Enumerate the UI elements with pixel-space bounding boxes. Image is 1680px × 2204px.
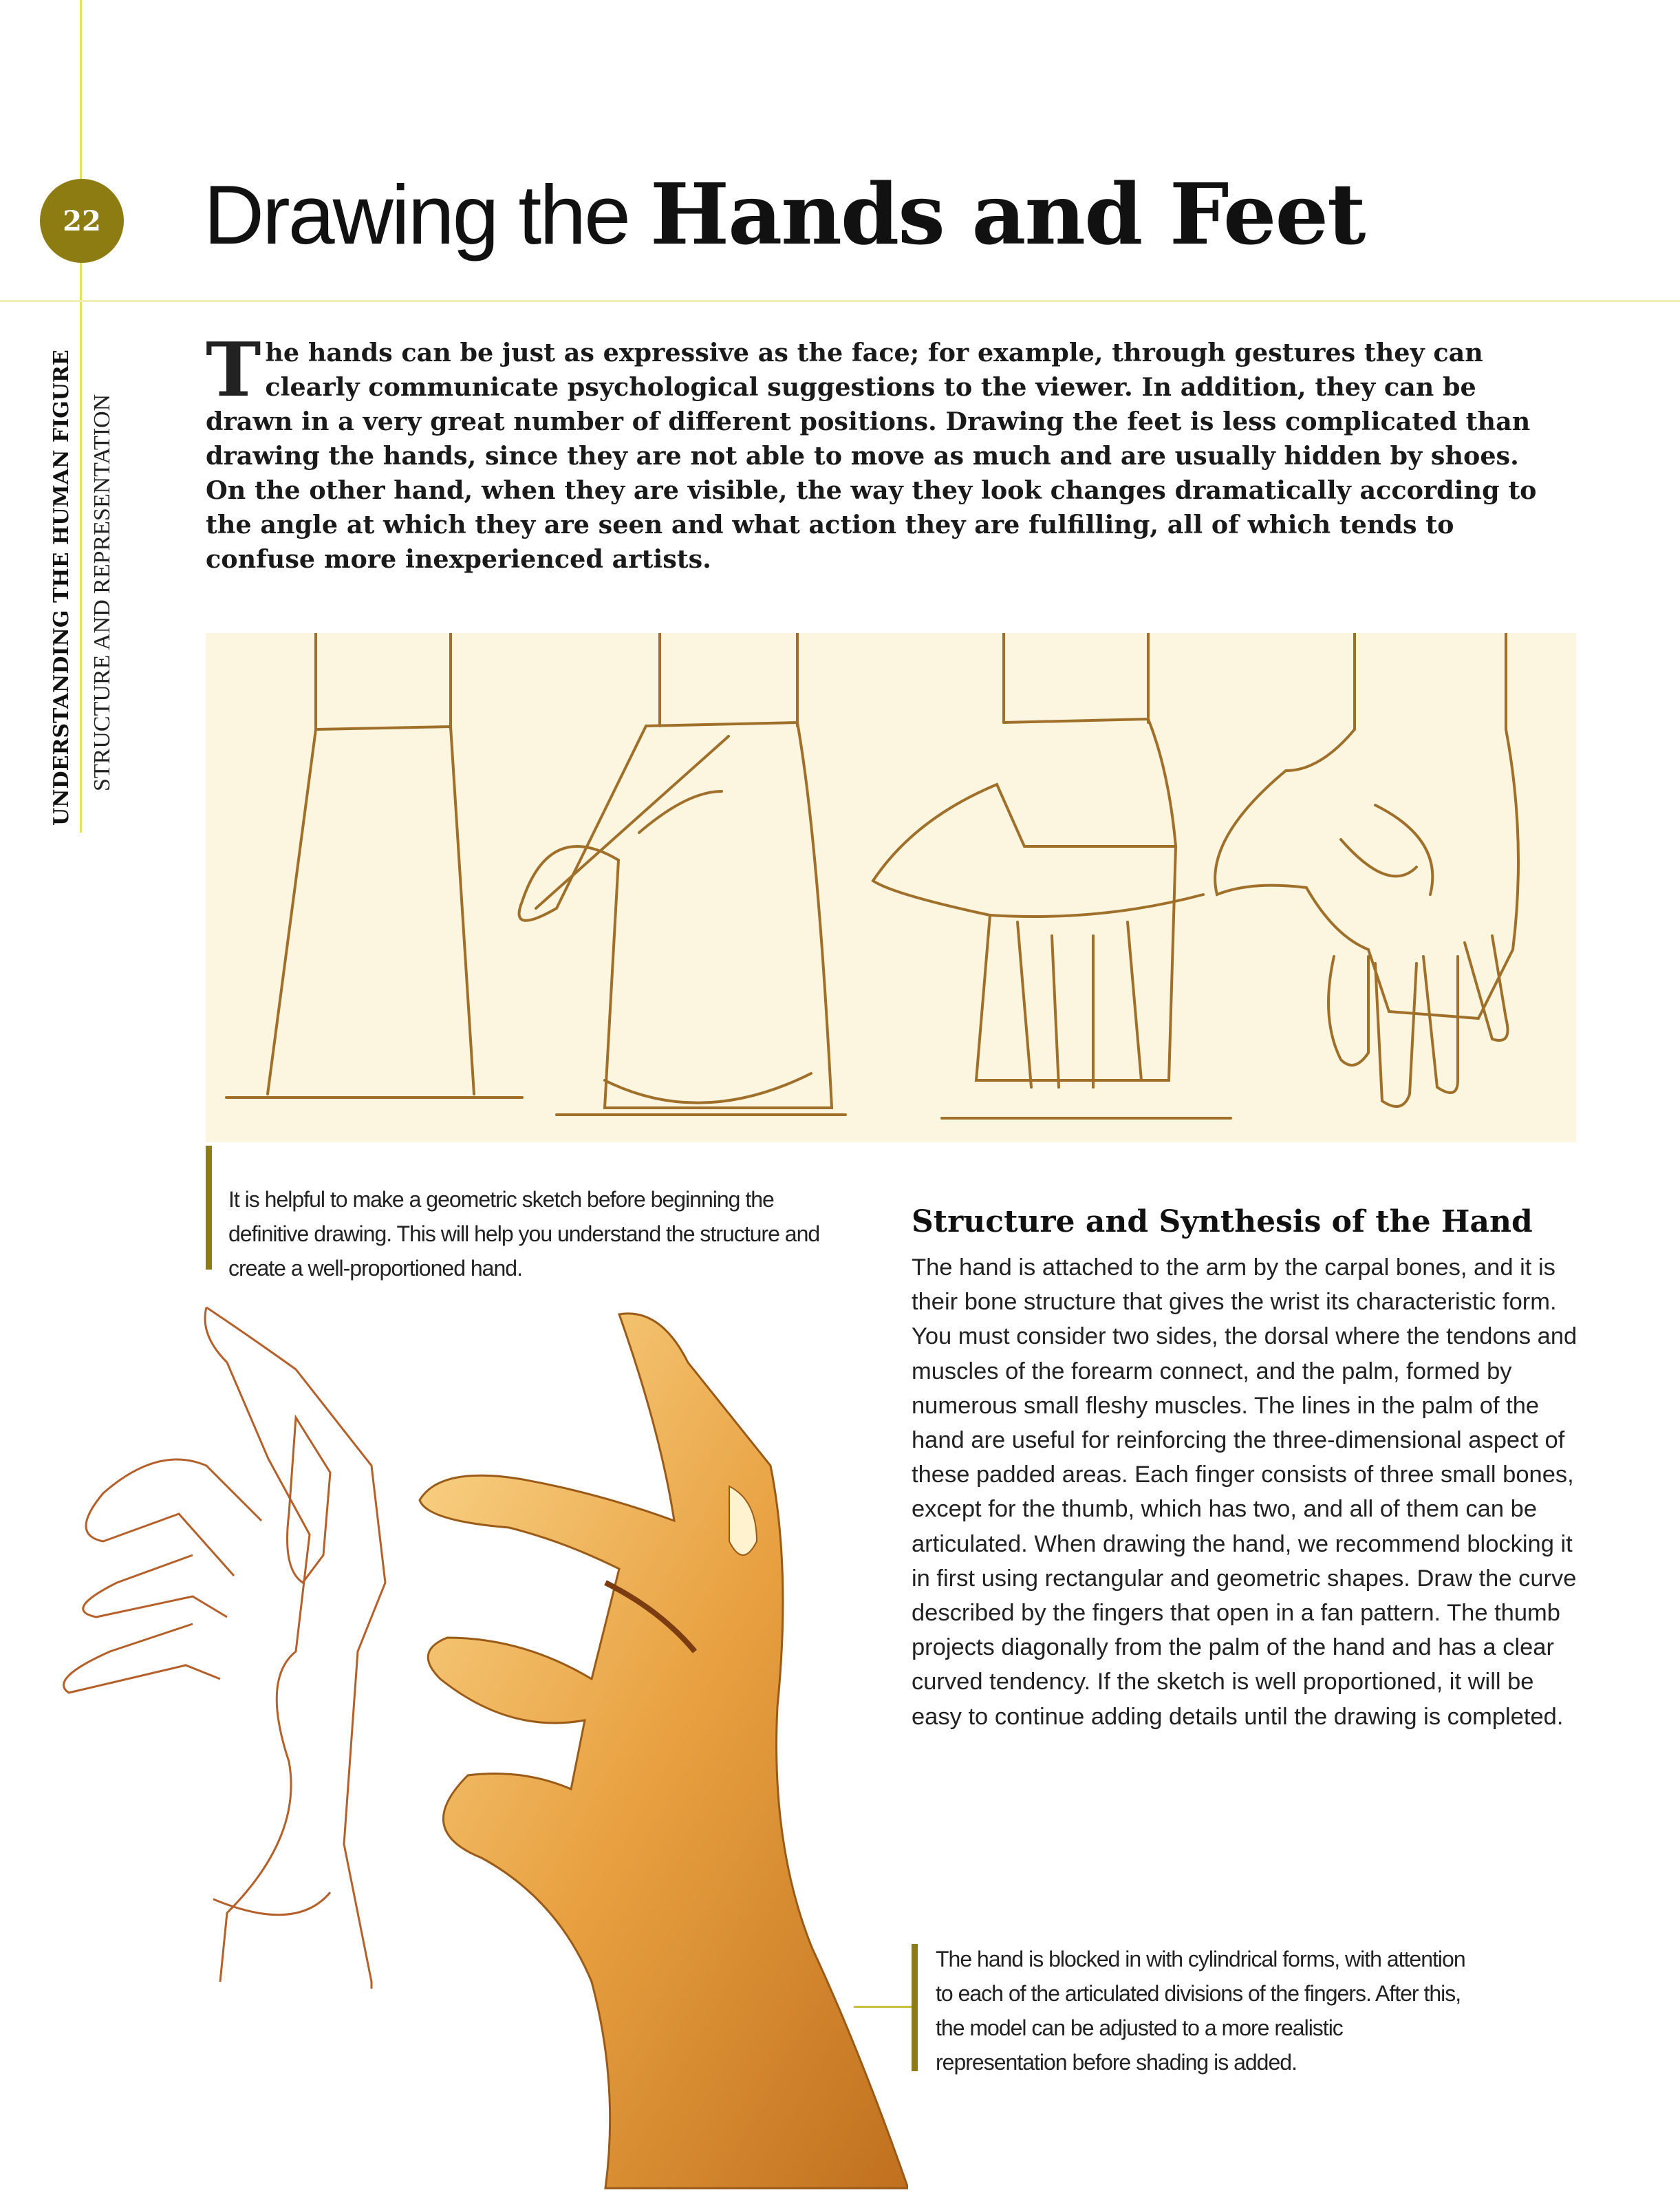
intro-text: he hands can be just as expressive as the face; for example, through gestures they can clearly communicate psychological suggestions to the viewer. In addition, they can be drawn in a very great number of different positions. Drawing the feet is less complicated than drawing the hands, since they are not able to move as much and are usually hidden by shoes. On the other hand, when they are visible, the way they look changes dramatically according to the angle at which they are seen and what action they are fulfilling, all of which tends to confuse more inexperienced artists. [206,338,1537,574]
shaded-hand-drawing [420,1314,908,2188]
intro-paragraph [206,327,1554,577]
section-body: The hand is attached to the arm by the carpal bones, and it is their bone structure that gives the wrist its characteristic form. You must consider two sides, the dorsal where the tendons and muscles of the forearm connect, and the palm, formed by numerous small fleshy muscles. The lines in the palm of the hand are useful for reinforcing the three-dimensional aspect of these padded areas. Each finger consists of three small bones, except for the thumb, which has two, and all of them can be articulated. When drawing the hand, we recommend blocking it in first using rectangular and geometric shapes. Draw the curve described by the fingers that open in a fan pattern. The thumb projects diagonally from the palm of the hand and has a clear curved tendency. If the sketch is well proportioned, it will be easy to continue adding details until the drawing is completed. [912,1254,1577,1730]
section-heading: Structure and Synthesis of the Hand [912,1204,1533,1239]
caption-accent-bar [912,1944,918,2071]
hand-drawings-illustration [0,1294,908,2204]
caption-leader-line [854,2006,912,2008]
sidebar-section-label: UNDERSTANDING THE HUMAN FIGURE [50,350,74,826]
sketch-stage-4 [1215,633,1518,1106]
drop-cap: T [206,327,261,414]
sketch-stage-2 [519,633,846,1115]
sketch-stage-3 [873,633,1231,1118]
page-number-badge: 22 [40,179,124,263]
hand-sketch-sequence-illustration [206,633,1576,1142]
page-title [204,164,1365,264]
title-bold: Hands and Feet [649,164,1365,264]
title-light: Drawing the [204,168,650,261]
sketch-caption: It is helpful to make a geometric sketch before beginning the definitive drawing. This will help you understand the structure and create a well-proportioned hand. [228,1187,820,1281]
caption-accent-bar [206,1146,212,1270]
sketch-stage-1 [226,633,522,1098]
horizontal-rule [0,300,1680,302]
sidebar-subsection-label: STRUCTURE AND REPRESENTATION [89,394,115,791]
outline-hand-drawing [64,1307,386,1989]
hand-caption: The hand is blocked in with cylindrical forms, with attention to each of the articulated divisions of the fingers. After this, the model can be adjusted to a more realistic representation before shading is added. [936,1947,1465,2075]
vertical-rule [80,0,82,833]
